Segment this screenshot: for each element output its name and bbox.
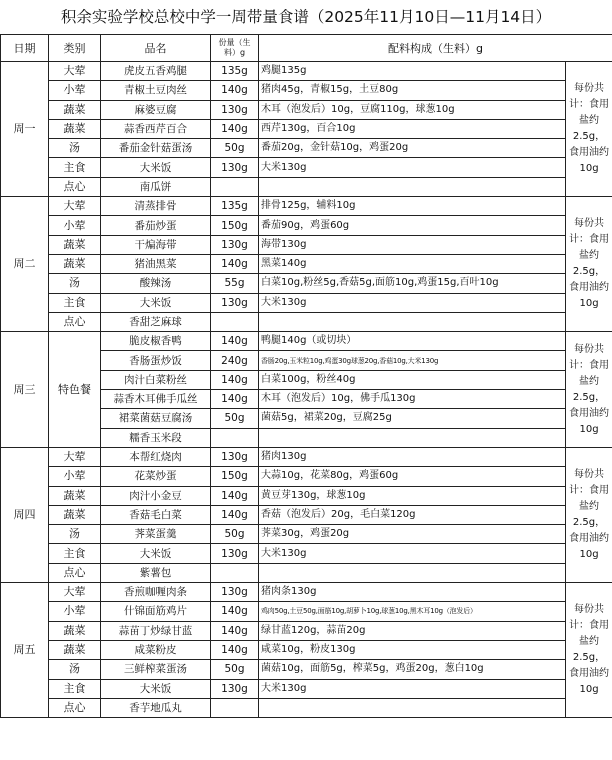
qty-cell: 135g — [211, 197, 259, 216]
day-cell: 周二 — [1, 197, 49, 332]
ingredients-cell: 猪肉45g，青椒15g，土豆80g — [259, 81, 566, 100]
qty-cell: 135g — [211, 62, 259, 81]
qty-cell: 140g — [211, 390, 259, 409]
ingredients-cell: 海带130g — [259, 235, 566, 254]
table-row — [1, 583, 612, 602]
category-cell: 汤 — [49, 660, 101, 679]
ingredients-cell — [259, 312, 566, 331]
table-row — [1, 563, 612, 582]
ingredients-cell: 猪肉130g — [259, 447, 566, 466]
page-title: 积余实验学校总校中学一周带量食谱（2025年11月10日—11月14日） — [60, 8, 552, 26]
qty-cell: 240g — [211, 351, 259, 370]
table-row — [1, 119, 612, 138]
header-day: 日期 — [1, 35, 49, 62]
ingredients-cell — [259, 698, 566, 717]
ingredients-cell: 西芹130g，百合10g — [259, 119, 566, 138]
note-cell: 每份共计：食用盐约2.5g，食用油约10g — [566, 447, 612, 582]
ingredients-cell: 番茄20g，金针菇10g，鸡蛋20g — [259, 139, 566, 158]
ingredients-cell: 香肠20g,玉米粒10g,鸡蛋30g球葱20g,香菇10g,大米130g — [259, 351, 566, 370]
dish-cell: 香芋地瓜丸 — [101, 698, 211, 717]
category-cell: 点心 — [49, 312, 101, 331]
dish-cell: 脆皮椒香鸭 — [101, 332, 211, 351]
dish-cell: 香肠蛋炒饭 — [101, 351, 211, 370]
ingredients-cell: 荠菜30g，鸡蛋20g — [259, 525, 566, 544]
table-row — [1, 100, 612, 119]
category-cell: 大荤 — [49, 197, 101, 216]
note-cell: 每份共计：食用盐约2.5g，食用油约10g — [566, 62, 612, 197]
table-row — [1, 640, 612, 659]
qty-cell: 50g — [211, 525, 259, 544]
ingredients-cell: 鸡腿135g — [259, 62, 566, 81]
category-cell: 主食 — [49, 679, 101, 698]
dish-cell: 番茄炒蛋 — [101, 216, 211, 235]
note-cell: 每份共计：食用盐约2.5g，食用油约10g — [566, 332, 612, 448]
table-row — [1, 660, 612, 679]
qty-cell: 140g — [211, 602, 259, 621]
dish-cell: 肉汁白菜粉丝 — [101, 370, 211, 389]
dish-cell: 荠菜蛋羹 — [101, 525, 211, 544]
dish-cell: 大米饭 — [101, 544, 211, 563]
category-cell: 蔬菜 — [49, 640, 101, 659]
qty-cell — [211, 563, 259, 582]
table-row — [1, 197, 612, 216]
dish-cell: 香甜芝麻球 — [101, 312, 211, 331]
table-row — [1, 544, 612, 563]
table-row — [1, 679, 612, 698]
ingredients-cell: 菌菇5g，裙菜20g，豆腐25g — [259, 409, 566, 428]
menu-body — [1, 62, 612, 718]
dish-cell: 花菜炒蛋 — [101, 467, 211, 486]
header-row — [1, 35, 612, 62]
qty-cell: 140g — [211, 486, 259, 505]
qty-cell: 140g — [211, 640, 259, 659]
ingredients-cell: 木耳（泡发后）10g，豆腐110g，球葱10g — [259, 100, 566, 119]
category-cell: 蔬菜 — [49, 235, 101, 254]
category-cell: 主食 — [49, 158, 101, 177]
qty-cell — [211, 177, 259, 196]
qty-cell: 150g — [211, 216, 259, 235]
dish-cell: 清蒸排骨 — [101, 197, 211, 216]
qty-cell: 150g — [211, 467, 259, 486]
ingredients-cell — [259, 177, 566, 196]
table-row — [1, 698, 612, 717]
category-cell: 汤 — [49, 525, 101, 544]
dish-cell: 糯香玉米段 — [101, 428, 211, 447]
category-cell: 小荤 — [49, 602, 101, 621]
header-qty: 份量（生料）g — [211, 35, 259, 62]
table-row — [1, 216, 612, 235]
qty-cell: 50g — [211, 139, 259, 158]
qty-cell — [211, 428, 259, 447]
ingredients-cell — [259, 563, 566, 582]
day-cell: 周四 — [1, 447, 49, 582]
qty-cell: 130g — [211, 447, 259, 466]
qty-cell: 130g — [211, 158, 259, 177]
ingredients-cell: 香菇（泡发后）20g，毛白菜120g — [259, 505, 566, 524]
dish-cell: 裙菜菌菇豆腐汤 — [101, 409, 211, 428]
category-cell: 蔬菜 — [49, 100, 101, 119]
qty-cell: 140g — [211, 332, 259, 351]
table-row — [1, 486, 612, 505]
qty-cell — [211, 698, 259, 717]
table-row — [1, 602, 612, 621]
qty-cell: 130g — [211, 679, 259, 698]
ingredients-cell: 菌菇10g，面筋5g，榨菜5g，鸡蛋20g，葱白10g — [259, 660, 566, 679]
category-cell: 小荤 — [49, 216, 101, 235]
category-cell: 大荤 — [49, 583, 101, 602]
header-dish: 品名 — [101, 35, 211, 62]
dish-cell: 青椒土豆肉丝 — [101, 81, 211, 100]
ingredients-cell: 大米130g — [259, 679, 566, 698]
qty-cell: 140g — [211, 621, 259, 640]
qty-cell: 130g — [211, 293, 259, 312]
ingredients-cell: 鸡肉50g,土豆50g,面筋10g,胡萝卜10g,球葱10g,黑木耳10g（泡发后） — [259, 602, 566, 621]
dish-cell: 肉汁小金豆 — [101, 486, 211, 505]
qty-cell: 55g — [211, 274, 259, 293]
ingredients-cell: 白菜10g,粉丝5g,香菇5g,面筋10g,鸡蛋15g,百叶10g — [259, 274, 566, 293]
dish-cell: 咸菜粉皮 — [101, 640, 211, 659]
table-row — [1, 312, 612, 331]
category-cell: 点心 — [49, 177, 101, 196]
header-ingredients: 配料构成（生料）g — [259, 35, 612, 62]
qty-cell: 130g — [211, 100, 259, 119]
table-row — [1, 235, 612, 254]
table-row — [1, 274, 612, 293]
category-cell: 汤 — [49, 139, 101, 158]
ingredients-cell: 大蒜10g，花菜80g，鸡蛋60g — [259, 467, 566, 486]
ingredients-cell: 鸭腿140g（或切块） — [259, 332, 566, 351]
table-row — [1, 447, 612, 466]
ingredients-cell — [259, 428, 566, 447]
dish-cell: 蒜香木耳佛手瓜丝 — [101, 390, 211, 409]
dish-cell: 虎皮五香鸡腿 — [101, 62, 211, 81]
dish-cell: 什锦面筋鸡片 — [101, 602, 211, 621]
table-row — [1, 505, 612, 524]
ingredients-cell: 排骨125g，辅料10g — [259, 197, 566, 216]
dish-cell: 大米饭 — [101, 293, 211, 312]
dish-cell: 香煎咖喱肉条 — [101, 583, 211, 602]
table-row — [1, 254, 612, 273]
table-row — [1, 62, 612, 81]
qty-cell: 140g — [211, 505, 259, 524]
dish-cell: 蒜苗丁炒绿甘蓝 — [101, 621, 211, 640]
category-cell: 蔬菜 — [49, 486, 101, 505]
dish-cell: 番茄金针菇蛋汤 — [101, 139, 211, 158]
qty-cell: 140g — [211, 254, 259, 273]
qty-cell: 130g — [211, 544, 259, 563]
dish-cell: 香菇毛白菜 — [101, 505, 211, 524]
note-cell: 每份共计：食用盐约2.5g，食用油约10g — [566, 197, 612, 332]
ingredients-cell: 番茄90g，鸡蛋60g — [259, 216, 566, 235]
ingredients-cell: 绿甘蓝120g，蒜苗20g — [259, 621, 566, 640]
category-cell: 汤 — [49, 274, 101, 293]
category-cell: 蔬菜 — [49, 505, 101, 524]
category-cell: 主食 — [49, 293, 101, 312]
table-row — [1, 293, 612, 312]
qty-cell: 130g — [211, 583, 259, 602]
dish-cell: 干煸海带 — [101, 235, 211, 254]
category-cell: 小荤 — [49, 81, 101, 100]
category-cell: 蔬菜 — [49, 254, 101, 273]
category-cell: 特色餐 — [49, 332, 101, 448]
table-row — [1, 81, 612, 100]
ingredients-cell: 白菜100g，粉丝40g — [259, 370, 566, 389]
category-cell: 小荤 — [49, 467, 101, 486]
table-row — [1, 158, 612, 177]
dish-cell: 麻婆豆腐 — [101, 100, 211, 119]
ingredients-cell: 黄豆芽130g，球葱10g — [259, 486, 566, 505]
qty-cell — [211, 312, 259, 331]
ingredients-cell: 大米130g — [259, 158, 566, 177]
day-cell: 周五 — [1, 583, 49, 718]
category-cell: 蔬菜 — [49, 621, 101, 640]
dish-cell: 三鲜榨菜蛋汤 — [101, 660, 211, 679]
ingredients-cell: 黑菜140g — [259, 254, 566, 273]
note-cell: 每份共计：食用盐约2.5g，食用油约10g — [566, 583, 612, 718]
ingredients-cell: 猪肉条130g — [259, 583, 566, 602]
header-category: 类别 — [49, 35, 101, 62]
table-row — [1, 621, 612, 640]
category-cell: 大荤 — [49, 447, 101, 466]
dish-cell: 猪油黑菜 — [101, 254, 211, 273]
category-cell: 点心 — [49, 563, 101, 582]
table-row — [1, 525, 612, 544]
table-row — [1, 332, 612, 351]
dish-cell: 本帮红烧肉 — [101, 447, 211, 466]
table-row — [1, 177, 612, 196]
dish-cell: 蒜香西芹百合 — [101, 119, 211, 138]
dish-cell: 大米饭 — [101, 679, 211, 698]
qty-cell: 130g — [211, 235, 259, 254]
qty-cell: 140g — [211, 370, 259, 389]
qty-cell: 140g — [211, 119, 259, 138]
ingredients-cell: 咸菜10g，粉皮130g — [259, 640, 566, 659]
dish-cell: 紫薯包 — [101, 563, 211, 582]
day-cell: 周三 — [1, 332, 49, 448]
table-row — [1, 467, 612, 486]
dish-cell: 酸辣汤 — [101, 274, 211, 293]
category-cell: 大荤 — [49, 62, 101, 81]
table-row — [1, 139, 612, 158]
day-cell: 周一 — [1, 62, 49, 197]
qty-cell: 50g — [211, 660, 259, 679]
menu-table — [0, 34, 612, 718]
qty-cell: 50g — [211, 409, 259, 428]
category-cell: 蔬菜 — [49, 119, 101, 138]
category-cell: 点心 — [49, 698, 101, 717]
category-cell: 主食 — [49, 544, 101, 563]
ingredients-cell: 木耳（泡发后）10g，佛手瓜130g — [259, 390, 566, 409]
ingredients-cell: 大米130g — [259, 544, 566, 563]
dish-cell: 大米饭 — [101, 158, 211, 177]
qty-cell: 140g — [211, 81, 259, 100]
ingredients-cell: 大米130g — [259, 293, 566, 312]
dish-cell: 南瓜饼 — [101, 177, 211, 196]
